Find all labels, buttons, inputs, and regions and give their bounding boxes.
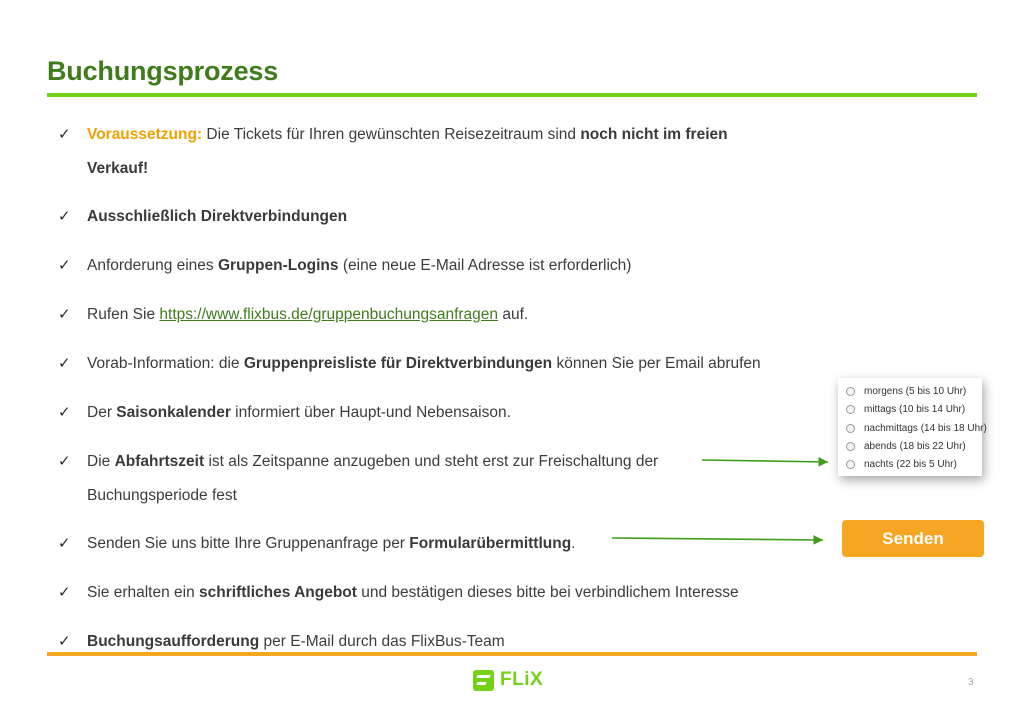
footer-rule <box>47 652 977 656</box>
bullet-text-part: Saisonkalender <box>116 404 231 421</box>
time-option-label: mittags (10 bis 14 Uhr) <box>864 404 966 416</box>
bullet-text-part: Senden Sie uns bitte Ihre Gruppenanfrage per <box>87 535 410 552</box>
radio-button[interactable] <box>846 387 855 396</box>
bullet-text-part: auf. <box>498 306 529 323</box>
checkmark-icon: ✓ <box>58 355 71 372</box>
bullet-text-part: . <box>571 535 576 552</box>
logo-text: FLiX <box>500 669 544 690</box>
booking-request-link[interactable]: https://www.flixbus.de/gruppenbuchungsanfragen <box>159 306 499 323</box>
flix-logo <box>473 669 543 691</box>
checkmark-icon: ✓ <box>58 257 71 274</box>
bullet-text-part: und bestätigen dieses bitte bei verbindlichem Interesse <box>356 584 739 601</box>
bullet-text-part: Die Tickets für Ihren gewünschten Reisezeitraum sind <box>202 126 581 143</box>
page-number: 3 <box>968 677 974 688</box>
checkmark-icon: ✓ <box>58 633 71 650</box>
checkmark-icon: ✓ <box>58 453 71 470</box>
time-option-label: abends (18 bis 22 Uhr) <box>864 440 966 452</box>
checkmark-icon: ✓ <box>58 584 71 601</box>
page-title: Buchungsprozess <box>47 56 279 86</box>
time-option[interactable] <box>846 401 982 419</box>
bullet-text-part: Vorab-Information: die <box>87 355 244 372</box>
radio-button[interactable] <box>846 424 855 433</box>
checkmark-icon: ✓ <box>58 208 71 225</box>
bullet-text-part: Verkauf! <box>87 160 149 177</box>
flix-logo-icon <box>473 670 494 691</box>
time-option[interactable] <box>846 438 982 456</box>
bullet-text-part: Gruppen-Logins <box>217 257 339 274</box>
time-option[interactable] <box>846 456 982 474</box>
bullet-text-part: Sie erhalten ein <box>87 584 200 601</box>
bullet-text-part: Ausschließlich Direktverbindungen <box>87 208 348 225</box>
bullet-text-part: Abfahrtszeit <box>114 453 205 470</box>
bullet-text-part: Gruppenpreisliste für Direktverbindungen <box>243 355 553 372</box>
time-option[interactable] <box>846 383 982 401</box>
bullet-text-part: ist als Zeitspanne anzugeben und steht erst zur Freischaltung der <box>204 453 659 470</box>
bullet-text-part: per E-Mail durch das FlixBus-Team <box>259 633 505 650</box>
bullet-text-part: noch nicht im freien <box>580 126 728 143</box>
bullet-text-part: Buchungsaufforderung <box>87 633 260 650</box>
bullet-text-part: schriftliches Angebot <box>199 584 357 601</box>
bullet-text-part: Formularübermittlung <box>409 535 572 552</box>
bullet-text-part: Die <box>87 453 115 470</box>
checkmark-icon: ✓ <box>58 126 71 143</box>
departure-time-options <box>838 378 987 476</box>
bullet-text-part: Rufen Sie <box>87 306 160 323</box>
radio-button[interactable] <box>846 460 855 469</box>
bullet-text-part: Anforderung eines <box>87 257 218 274</box>
bullet-text-part: Voraussetzung: <box>87 126 203 143</box>
bullet-text-part: können Sie per Email abrufen <box>552 355 761 372</box>
radio-button[interactable] <box>846 405 855 414</box>
bullet-text-part: Der <box>87 404 117 421</box>
time-option-label: nachts (22 bis 5 Uhr) <box>864 459 957 471</box>
checkmark-icon: ✓ <box>58 306 71 323</box>
bullet-text-part: (eine neue E-Mail Adresse ist erforderlich) <box>338 257 632 274</box>
checkmark-icon: ✓ <box>58 535 71 552</box>
bullet-text-part: informiert über Haupt-und Nebensaison. <box>230 404 511 421</box>
time-option[interactable] <box>846 420 987 438</box>
checkmark-icon: ✓ <box>58 404 71 421</box>
radio-button[interactable] <box>846 442 855 451</box>
time-option-label: nachmittags (14 bis 18 Uhr) <box>864 422 987 434</box>
bullet-text-part: Buchungsperiode fest <box>87 487 237 504</box>
time-option-label: morgens (5 bis 10 Uhr) <box>864 386 967 397</box>
send-button[interactable]: Senden <box>842 520 984 557</box>
